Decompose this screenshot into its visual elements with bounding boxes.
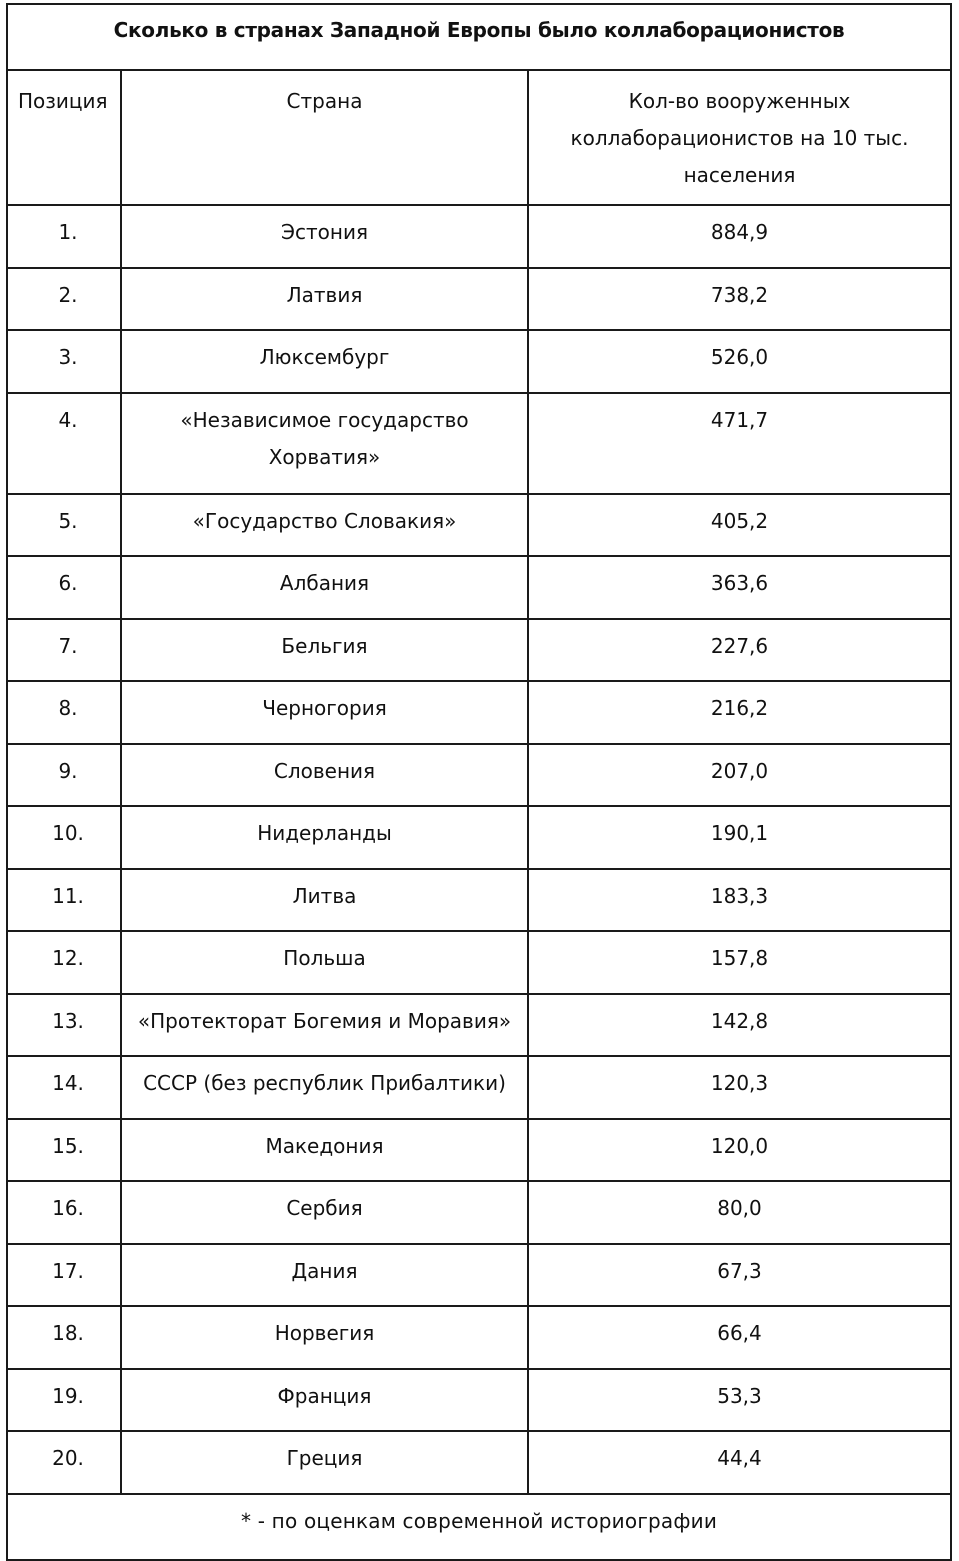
row-country: Норвегия — [121, 1306, 528, 1369]
table-row — [7, 1306, 951, 1369]
column-header-country: Страна — [121, 70, 528, 205]
row-position: 14. — [7, 1056, 121, 1119]
row-position: 15. — [7, 1119, 121, 1182]
row-position: 9. — [7, 744, 121, 807]
row-value: 738,2 — [528, 268, 951, 331]
row-position: 6. — [7, 556, 121, 619]
row-country: «Государство Словакия» — [121, 494, 528, 557]
table-row — [7, 619, 951, 682]
row-value: 157,8 — [528, 931, 951, 994]
row-country: Латвия — [121, 268, 528, 331]
row-position: 2. — [7, 268, 121, 331]
row-position: 19. — [7, 1369, 121, 1432]
row-value: 405,2 — [528, 494, 951, 557]
table-row — [7, 205, 951, 268]
row-value: 66,4 — [528, 1306, 951, 1369]
table-row — [7, 1181, 951, 1244]
row-position: 20. — [7, 1431, 121, 1494]
row-country: Сербия — [121, 1181, 528, 1244]
table-body — [7, 205, 951, 1494]
row-country: Литва — [121, 869, 528, 932]
row-value: 120,3 — [528, 1056, 951, 1119]
row-value: 190,1 — [528, 806, 951, 869]
row-country: Греция — [121, 1431, 528, 1494]
row-value: 526,0 — [528, 330, 951, 393]
row-position: 8. — [7, 681, 121, 744]
table-row — [7, 1244, 951, 1307]
collaborators-table-wrapper — [6, 3, 950, 1561]
row-country: Нидерланды — [121, 806, 528, 869]
row-position: 16. — [7, 1181, 121, 1244]
row-value: 471,7 — [528, 393, 951, 494]
row-position: 3. — [7, 330, 121, 393]
table-row — [7, 1431, 951, 1494]
row-value: 142,8 — [528, 994, 951, 1057]
row-value: 80,0 — [528, 1181, 951, 1244]
footer-row — [7, 1494, 951, 1560]
table-row — [7, 556, 951, 619]
table-row — [7, 393, 951, 494]
column-header-position: Позиция — [7, 70, 121, 205]
column-header-value: Кол-во вооруженных коллаборационистов на 10 тыс. населения — [528, 70, 951, 205]
row-value: 363,6 — [528, 556, 951, 619]
row-value: 227,6 — [528, 619, 951, 682]
row-position: 10. — [7, 806, 121, 869]
table-row — [7, 869, 951, 932]
header-row — [7, 70, 951, 205]
table-footnote: * - по оценкам современной историографии — [7, 1494, 951, 1560]
title-row — [7, 4, 951, 70]
table-row — [7, 1056, 951, 1119]
row-country: Франция — [121, 1369, 528, 1432]
table-row — [7, 494, 951, 557]
row-position: 17. — [7, 1244, 121, 1307]
row-country: Эстония — [121, 205, 528, 268]
row-position: 13. — [7, 994, 121, 1057]
row-country: Бельгия — [121, 619, 528, 682]
row-position: 4. — [7, 393, 121, 494]
table-row — [7, 1119, 951, 1182]
row-country: Словения — [121, 744, 528, 807]
row-value: 44,4 — [528, 1431, 951, 1494]
row-country: Черногория — [121, 681, 528, 744]
row-country: СССР (без республик Прибалтики) — [121, 1056, 528, 1119]
row-value: 53,3 — [528, 1369, 951, 1432]
row-position: 18. — [7, 1306, 121, 1369]
table-row — [7, 744, 951, 807]
table-row — [7, 330, 951, 393]
table-row — [7, 268, 951, 331]
row-value: 216,2 — [528, 681, 951, 744]
table-row — [7, 806, 951, 869]
row-value: 207,0 — [528, 744, 951, 807]
row-country: Македония — [121, 1119, 528, 1182]
row-value: 120,0 — [528, 1119, 951, 1182]
row-country: Люксембург — [121, 330, 528, 393]
table-title: Сколько в странах Западной Европы было коллаборационистов — [7, 4, 951, 70]
row-country: «Протекторат Богемия и Моравия» — [121, 994, 528, 1057]
row-country: «Независимое государство Хорватия» — [121, 393, 528, 494]
row-position: 7. — [7, 619, 121, 682]
row-value: 884,9 — [528, 205, 951, 268]
row-country: Польша — [121, 931, 528, 994]
table-row — [7, 931, 951, 994]
collaborators-table — [6, 3, 952, 1561]
table-row — [7, 994, 951, 1057]
table-row — [7, 681, 951, 744]
row-value: 183,3 — [528, 869, 951, 932]
row-country: Албания — [121, 556, 528, 619]
row-position: 1. — [7, 205, 121, 268]
row-position: 11. — [7, 869, 121, 932]
row-position: 12. — [7, 931, 121, 994]
table-row — [7, 1369, 951, 1432]
row-value: 67,3 — [528, 1244, 951, 1307]
row-country: Дания — [121, 1244, 528, 1307]
row-position: 5. — [7, 494, 121, 557]
